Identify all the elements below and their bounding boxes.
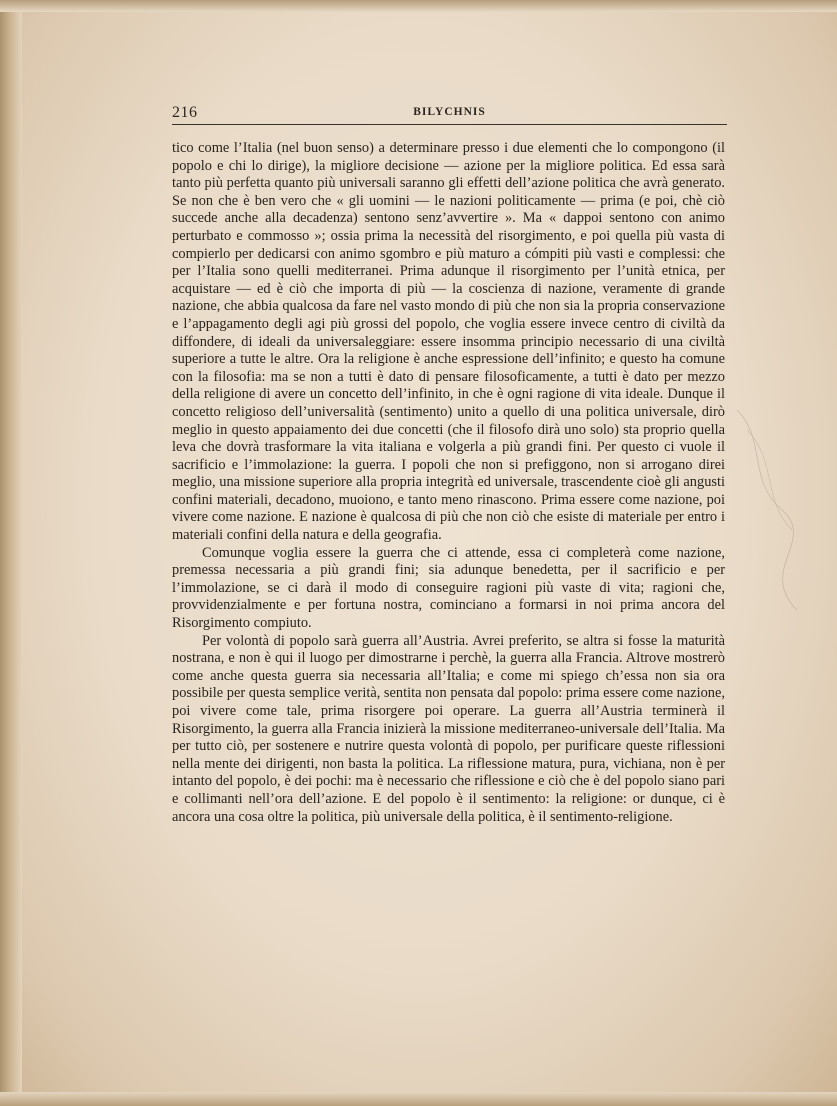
pencil-mark-icon — [727, 400, 807, 620]
header-rule — [172, 124, 727, 125]
paragraph: Comunque voglia essere la guerra che ci attende, essa ci completerà come nazione, premessa necessaria a più grandi fini; sia adunque benedetta, per il sacrificio e per l’immolazione, se ci darà il modo di conseguire ragioni più vaste di vita; ragioni che, provvidenzialmente e per fortuna nostra, cominciano a formarsi in noi prima ancora del Risorgimento compiuto. — [172, 544, 725, 632]
body-text — [172, 140, 725, 826]
paragraph: tico come l’Italia (nel buon senso) a determinare presso i due elementi che lo compongono (il popolo e chi lo dirige), la migliore decisione — azione per la migliore politica. Ed essa sarà tanto più perfetta quanto più universali saranno gli effetti dell’azione politica che avrà generato. Se non che è ben vero che « gli uomini — le nazioni politicamente — prima (e poi, chè ciò succede anche alla decadenza) sentono senz’avvertire ». Ma « dappoi sentono con animo perturbato e commosso »; ossia prima la necessità del risorgimento, e poi quella più vasta di compierlo per dedicarsi con animo sgombro e più maturo a cómpiti più vasti e complessi: che per l’Italia sono quelli mediterranei. Prima adunque il risorgimento per l’unità etnica, per acquistare — ed è ciò che importa di più — la coscienza di nazione, veramente di grande nazione, che abbia qualcosa da fare nel vasto mondo di più che non sia la propria conservazione e l’appagamento degli agi più grossi del popolo, che voglia essere invece centro di civiltà da diffondere, di ideali da universaleggiare: essere insomma principio necessario di una civiltà superiore a tutte le altre. Ora la religione è anche espressione dell’infinito; e questo ha comune con la filosofia: ma se non a tutti è dato di pensare filosoficamente, a tutti è dato per mezzo della religione di avere un concetto dell’infinito, in che è ogni ragione di vita ideale. Dunque il concetto religioso dell’universalità (sentimento) unito a quello di una politica universale, dirò meglio in questo appaiamento dei due concetti (che il filosofo dirà uno solo) sta proprio quella leva che dovrà trasformare la vita italiana e volgerla a più grandi fini. Per questo ci vuole il sacrificio e l’immolazione: la guerra. I popoli che non si prefiggono, non si arrogano direi meglio, una missione superiore alla propria integrità ed universale, trascendente cioè gli angusti confini materiali, decadono, muoiono, e tanto meno rinascono. Prima essere come nazione, poi vivere come nazione. E nazione è qualcosa di più che non ciò che esiste di materiale per entro i materiali confini della natura e della geografia. — [172, 140, 725, 544]
page-number: 216 — [172, 104, 198, 121]
page-top-edge — [0, 0, 837, 12]
page-binding-edge — [0, 0, 22, 1106]
page-header — [172, 104, 727, 126]
paragraph: Per volontà di popolo sarà guerra all’Austria. Avrei preferito, se altra si fosse la maturità nostrana, e non è qui il luogo per dimostrarne i perchè, la guerra alla Francia. Altrove mostrerò come anche questa guerra sia necessaria all’Italia; e come mi spiego ch’essa non sia ora possibile per questa semplice verità, sentita non pensata dal popolo: prima essere come nazione, poi vivere come tale, prima risorgere poi operare. La guerra all’Austria terminerà il Risorgimento, la guerra alla Francia inizierà la missione mediterraneo-universale dell’Italia. Ma per tutto ciò, per sostenere e nutrire questa volontà di popolo, per purificare queste riflessioni nella mente dei dirigenti, non basta la politica. La riflessione matura, pura, vichiana, non è per intanto del popolo, è dei pochi: ma è necessario che riflessione e ciò che è del popolo siano pari e collimanti nell’ora dell’azione. E del popolo è il sentimento: la religione: or dunque, ci è ancora una cosa oltre la politica, più universale della politica, è il sentimento-religione. — [172, 632, 725, 825]
running-head: BILYCHNIS — [413, 106, 486, 118]
page-bottom-edge — [0, 1092, 837, 1106]
